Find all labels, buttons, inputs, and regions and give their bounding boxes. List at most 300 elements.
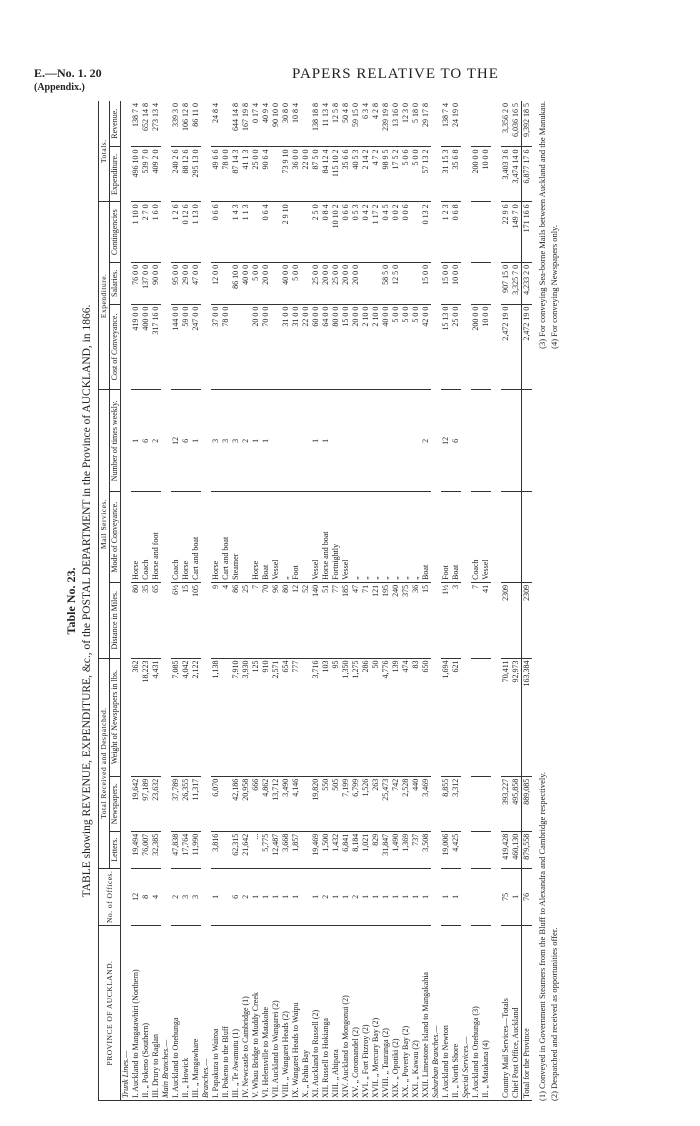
route-name: XXI. „ Kawau (2) [411,926,421,1101]
cell-news: 495,858 [511,776,522,831]
route-name: Country Mail Services—Totals [501,926,511,1101]
route-name: XIII. „ Ahipara [331,926,341,1101]
route-name: VIII. „ Wangarei Heads (2) [281,926,291,1101]
column-header: Distance in Miles. [110,582,121,658]
cell-times [401,390,411,492]
cell-sal: 137 0 0 [141,262,151,304]
cell-offices: 2 [171,868,181,925]
postal-table [98,101,532,1101]
cell-dist: 6½ [171,582,181,658]
cell-offices: 1 [251,868,261,925]
cell-offices: 1 [441,868,451,925]
cell-times: 1 [321,390,331,492]
cell-times [411,390,421,492]
cell-dist: 7 [251,582,261,658]
column-header: Cost of Conveyance. [110,304,121,390]
route-name: II. „ North Shore [451,926,461,1101]
cell-cont [411,202,421,263]
cell-times [281,390,291,492]
cell-news [221,776,231,831]
cell-dist: 71 [361,582,371,658]
route-name: V. Whau Bridge to Muddy Creek [251,926,261,1101]
cell-mode [511,492,522,582]
table-row [451,101,461,1101]
table-row [481,101,491,1101]
table-row [261,101,271,1101]
cell-rev: 59 15 0 [351,101,361,147]
cell-weight: 70,411 [501,658,511,776]
cell-rev: 644 14 8 [231,101,241,147]
cell-dist: 105 [191,582,201,658]
cell-offices: 1 [361,868,371,925]
expenditure-header: Expenditure. [99,202,110,390]
cell-news: 2,528 [401,776,411,831]
cell-letters: 19,469 [311,831,321,868]
cell-cont: 0 8 4 [321,202,331,263]
cell-news: 8,855 [441,776,451,831]
route-name: I. Auckland to Mangatawhiri (Northern) [131,926,141,1101]
cell-weight: 474 [401,658,411,776]
cell-offices: 6 [231,868,241,925]
cell-letters: 5,775 [261,831,271,868]
cell-letters [481,831,491,868]
cell-times [391,390,401,492]
route-name: XII. Russell to Hokianga [321,926,331,1101]
cell-times [351,390,361,492]
cell-sal: 907 15 0 [501,262,511,304]
cell-weight: 777 [291,658,301,776]
route-name: VI. Helensville to Matakohe [261,926,271,1101]
section-label: Branches.— [201,101,211,1101]
cell-times: 6 [181,390,191,492]
cell-weight: 4,042 [181,658,191,776]
cell-exp: 3,403 3 6 [501,147,511,202]
cell-times [471,390,481,492]
table-row [401,101,411,1101]
cell-letters: 460,130 [511,831,522,868]
cell-weight [221,658,231,776]
cell-dist: 4 [221,582,231,658]
cell-letters: 1,432 [331,831,341,868]
cell-cost: 2,472 19 0 [501,304,511,390]
table-page [62,92,682,1110]
cell-rev: 5 18 0 [411,101,421,147]
cell-mode: „ [391,492,401,582]
cell-cost: 200 0 0 [471,304,481,390]
cell-news: 11,317 [191,776,201,831]
cell-times: 1 [191,390,201,492]
cell-mode: Boat [261,492,271,582]
cell-cont: 0 6 6 [211,202,221,263]
cell-times: 3 [221,390,231,492]
cell-mode: „ [351,492,361,582]
route-name: XI. Auckland to Russell (2) [311,926,321,1101]
cell-sal: 3,325 7 0 [511,262,522,304]
cell-cost [231,304,241,390]
cell-sal: 90 0 0 [151,262,161,304]
cell-cost: 64 0 0 [321,304,331,390]
cell-sal: 20 0 0 [351,262,361,304]
route-name: IV. Newcastle to Cambridge (1) [241,926,251,1101]
cell-rev: 12 3 0 [401,101,411,147]
cell-letters: 8,184 [351,831,361,868]
cell-letters: 17,764 [181,831,191,868]
footnote: (1) Conveyed in Government Steamers from the Bluff to Alexandra and Cambridge respectively. [537,771,547,1101]
cell-offices: 4 [151,868,161,925]
cell-rev: 10 8 4 [291,101,301,147]
cell-sal [361,262,371,304]
column-header: Revenue. [110,101,121,147]
cell-news: 3,490 [281,776,291,831]
column-header: Salaries. [110,262,121,304]
cell-times [361,390,371,492]
cell-times [511,390,522,492]
table-row [171,101,181,1101]
cell-offices: 1 [261,868,271,925]
cell-news: 42,186 [231,776,241,831]
cell-rev [481,101,491,147]
cell-weight [471,658,481,776]
cell-dist: 15 [181,582,191,658]
section-label: Suburban Branches.— [431,101,441,1101]
cell-times: 3 [211,390,221,492]
cell-dist: 140 [311,582,321,658]
page-code-text: E.—No. 1. 20 [34,66,102,80]
route-name: II. „ Pokeno (Southern) [141,926,151,1101]
cell-times: 1 [251,390,261,492]
section-label: Main Branches.— [161,101,171,1101]
cell-news: 1,526 [361,776,371,831]
province-header: PROVINCE OF AUCKLAND. [99,926,121,1101]
cell-times: 12 [441,390,451,492]
cell-offices [471,868,481,925]
page-code [34,66,102,93]
table-row [191,101,201,1101]
cell-weight: 1,275 [351,658,361,776]
column-header: Mode of Conveyance. [110,492,121,582]
cell-cost: 20 0 0 [251,304,261,390]
cell-cost: 2 10 0 [361,304,371,390]
cell-letters: 3,508 [421,831,431,868]
cell-cont: 22 9 6 [501,202,511,263]
cell-dist: 2309 [522,582,533,658]
cell-dist: 15 [421,582,431,658]
cell-letters: 31,847 [381,831,391,868]
cell-times: 2 [421,390,431,492]
totals-header: Totals. [99,101,110,202]
route-name: III. „ Te Awamutu (1) [231,926,241,1101]
cell-weight: 7,085 [171,658,181,776]
cell-exp: 90 6 4 [261,147,271,202]
cell-cost: 2 10 0 [371,304,381,390]
cell-weight: 95 [331,658,341,776]
cell-offices: 12 [131,868,141,925]
cell-cont: 1 13 0 [191,202,201,263]
cell-exp: 31 15 3 [441,147,451,202]
column-header: Expenditure. [110,147,121,202]
route-name: XX. „ Poverty Bay (2) [401,926,411,1101]
cell-cost: 78 0 0 [221,304,231,390]
cell-cont: 0 4 5 [381,202,391,263]
cell-cont: 1 17 2 [371,202,381,263]
cell-weight: 103 [321,658,331,776]
cell-cost: 144 0 0 [171,304,181,390]
cell-news: 666 [251,776,261,831]
cell-times: 1 [311,390,321,492]
cell-rev: 4 2 8 [371,101,381,147]
cell-dist: 80 [131,582,141,658]
cell-cont: 149 7 0 [511,202,522,263]
route-name: I. Papakura to Wairoa [211,926,221,1101]
cell-weight: 163,384 [522,658,533,776]
route-name: VII. Auckland to Wangarei (2) [271,926,281,1101]
cell-news: 97,189 [141,776,151,831]
route-name: X. „ Pahia Bay [301,926,311,1101]
cell-news: 440 [411,776,421,831]
cell-letters [301,831,311,868]
cell-cont: 0 0 6 [401,202,411,263]
cell-times [271,390,281,492]
cell-sal: 25 0 0 [331,262,341,304]
cell-sal: 20 0 0 [321,262,331,304]
cell-letters: 879,558 [522,831,533,868]
cell-rev: 339 3 0 [171,101,181,147]
table-row [321,101,331,1101]
footnote: (3) For conveying Sea-borne Mails between Auckland and the Manukau. [537,101,547,349]
cell-dist: 80 [281,582,291,658]
cell-cont [301,202,311,263]
cell-rev: 9,392 18 5 [522,101,533,147]
cell-mode: Coach [471,492,481,582]
cell-offices [481,868,491,925]
cell-offices: 1 [451,868,461,925]
route-name: I. Auckland to Onehunga (3) [471,926,481,1101]
footnotes [536,101,560,1101]
section-row [161,101,171,1101]
cell-cost: 80 0 0 [331,304,341,390]
rotated-table-sheet [62,92,682,1110]
cell-dist: 185 [341,582,351,658]
cell-news: 37,789 [171,776,181,831]
cell-dist: 77 [331,582,341,658]
cell-sal [301,262,311,304]
cell-sal: 40 0 0 [241,262,251,304]
cell-offices: 75 [501,868,511,925]
cell-offices: 1 [311,868,321,925]
cell-sal: 5 0 0 [251,262,261,304]
table-row [351,101,361,1101]
cell-exp: 41 1 3 [241,147,251,202]
cell-letters [221,831,231,868]
cell-cost [271,304,281,390]
cell-exp: 3,474 14 0 [511,147,522,202]
cell-cost: 31 0 0 [281,304,291,390]
cell-news: 3,469 [421,776,431,831]
cell-sal [401,262,411,304]
cell-offices: 2 [241,868,251,925]
cell-mode: Horse [211,492,221,582]
cell-letters: 419,428 [501,831,511,868]
cell-sal: 5 0 0 [291,262,301,304]
cell-news: 4,146 [291,776,301,831]
cell-weight: 362 [131,658,141,776]
cell-rev: 3,356 2 0 [501,101,511,147]
cell-dist: 41 [481,582,491,658]
cell-offices: 3 [191,868,201,925]
cell-mode: Cart and boat [191,492,201,582]
cell-times: 3 [231,390,241,492]
cell-mode: Coach [171,492,181,582]
cell-times [341,390,351,492]
cell-sal: 29 0 0 [181,262,191,304]
table-row [151,101,161,1101]
cell-mode: Horse [181,492,191,582]
section-row [431,101,441,1101]
route-name: I. Auckland to Onehunga [171,926,181,1101]
cell-sal: 76 0 0 [131,262,141,304]
cell-dist: 121 [371,582,381,658]
cell-news [301,776,311,831]
cell-news: 19,642 [131,776,141,831]
cell-rev: 40 9 4 [261,101,271,147]
cell-dist: 2309 [501,582,511,658]
table-row [281,101,291,1101]
table-row [141,101,151,1101]
route-name: I. Auckland to Newton [441,926,451,1101]
cell-offices: 1 [331,868,341,925]
running-title: PAPERS RELATIVE TO THE [292,66,499,82]
cell-cost: 419 0 0 [131,304,141,390]
route-name: II. „ Matakana (4) [481,926,491,1101]
cell-cost: 15 0 0 [341,304,351,390]
cell-cost: 25 0 0 [451,304,461,390]
table-row [211,101,221,1101]
cell-exp: 25 0 0 [251,147,261,202]
cell-cost: 22 0 0 [301,304,311,390]
cell-rev: 50 4 8 [341,101,351,147]
cell-rev: 138 18 8 [311,101,321,147]
cell-mode: Vessel [341,492,351,582]
cell-cost: 70 0 0 [261,304,271,390]
cell-letters: 12,487 [271,831,281,868]
cell-rev: 24 19 0 [451,101,461,147]
cell-cont [471,202,481,263]
cell-cont: 10 10 2 [331,202,341,263]
cell-dist: 375 [401,582,411,658]
cell-weight: 654 [281,658,291,776]
cell-dist [511,582,522,658]
cell-times: 12 [171,390,181,492]
cell-dist: 86 [231,582,241,658]
cell-dist: 65 [151,582,161,658]
cell-mode: Cart and boat [221,492,231,582]
cell-letters: 21,642 [241,831,251,868]
table-body [121,101,533,1101]
cell-news: 19,820 [311,776,321,831]
cell-rev: 29 17 8 [421,101,431,147]
route-name: III. „ Mangawhare [191,926,201,1101]
cell-weight: 650 [421,658,431,776]
route-name: XVIII. „ Tauranga (2) [381,926,391,1101]
cell-news: 4,862 [261,776,271,831]
cell-exp [271,147,281,202]
cell-times [522,390,533,492]
table-row [301,101,311,1101]
cell-cont: 171 16 6 [522,202,533,263]
cell-weight: 18,223 [141,658,151,776]
cell-exp: 88 12 6 [181,147,191,202]
cell-rev: 167 19 8 [241,101,251,147]
cell-letters: 6,841 [341,831,351,868]
spacer-cell [491,101,501,1101]
column-header: Contingencies [110,202,121,263]
cell-times [501,390,511,492]
cell-cont: 1 2 6 [171,202,181,263]
cell-exp: 84 12 4 [321,147,331,202]
cell-offices: 1 [381,868,391,925]
cell-times [301,390,311,492]
table-row [241,101,251,1101]
route-name: XIX. „ Opotiki (2) [391,926,401,1101]
cell-news [471,776,481,831]
cell-cost: 247 0 0 [191,304,201,390]
cell-letters: 1,021 [361,831,371,868]
cell-news: 550 [321,776,331,831]
cell-exp: 2 14 2 [361,147,371,202]
cell-cost [511,304,522,390]
cell-dist: 35 [141,582,151,658]
cell-news: 23,632 [151,776,161,831]
cell-mode: Fortnightly [331,492,341,582]
cell-weight: 2,122 [191,658,201,776]
total-row [522,101,533,1101]
table-row [371,101,381,1101]
cell-weight: 125 [251,658,261,776]
cell-mode: „ [411,492,421,582]
cell-rev: 138 7 4 [131,101,141,147]
cell-cost: 20 0 0 [351,304,361,390]
cell-offices: 1 [291,868,301,925]
cell-exp: 22 0 0 [301,147,311,202]
cell-cont: 0 12 6 [181,202,191,263]
route-name: II. Pokeno to the Bluff [221,926,231,1101]
cell-cont: 0 13 2 [421,202,431,263]
cell-exp: 35 6 6 [341,147,351,202]
table-row [441,101,451,1101]
cell-mode: „ [381,492,391,582]
cell-weight: 7,910 [231,658,241,776]
cell-mode: Boat [421,492,431,582]
cell-offices [301,868,311,925]
cell-letters: 3,816 [211,831,221,868]
cell-offices: 2 [321,868,331,925]
cell-news: 25,473 [381,776,391,831]
cell-weight: 139 [391,658,401,776]
cell-cost: 400 0 0 [141,304,151,390]
cell-dist: 9 [211,582,221,658]
cell-weight: 4,431 [151,658,161,776]
cell-offices: 1 [421,868,431,925]
cell-cost: 5 0 0 [411,304,421,390]
cell-sal: 47 0 0 [191,262,201,304]
cell-sal: 25 0 0 [311,262,321,304]
cell-mode [301,492,311,582]
cell-weight: 621 [451,658,461,776]
cell-cont: 1 6 0 [151,202,161,263]
cell-dist: 70 [261,582,271,658]
spacer-row [491,101,501,1101]
cell-cont: 0 5 3 [351,202,361,263]
